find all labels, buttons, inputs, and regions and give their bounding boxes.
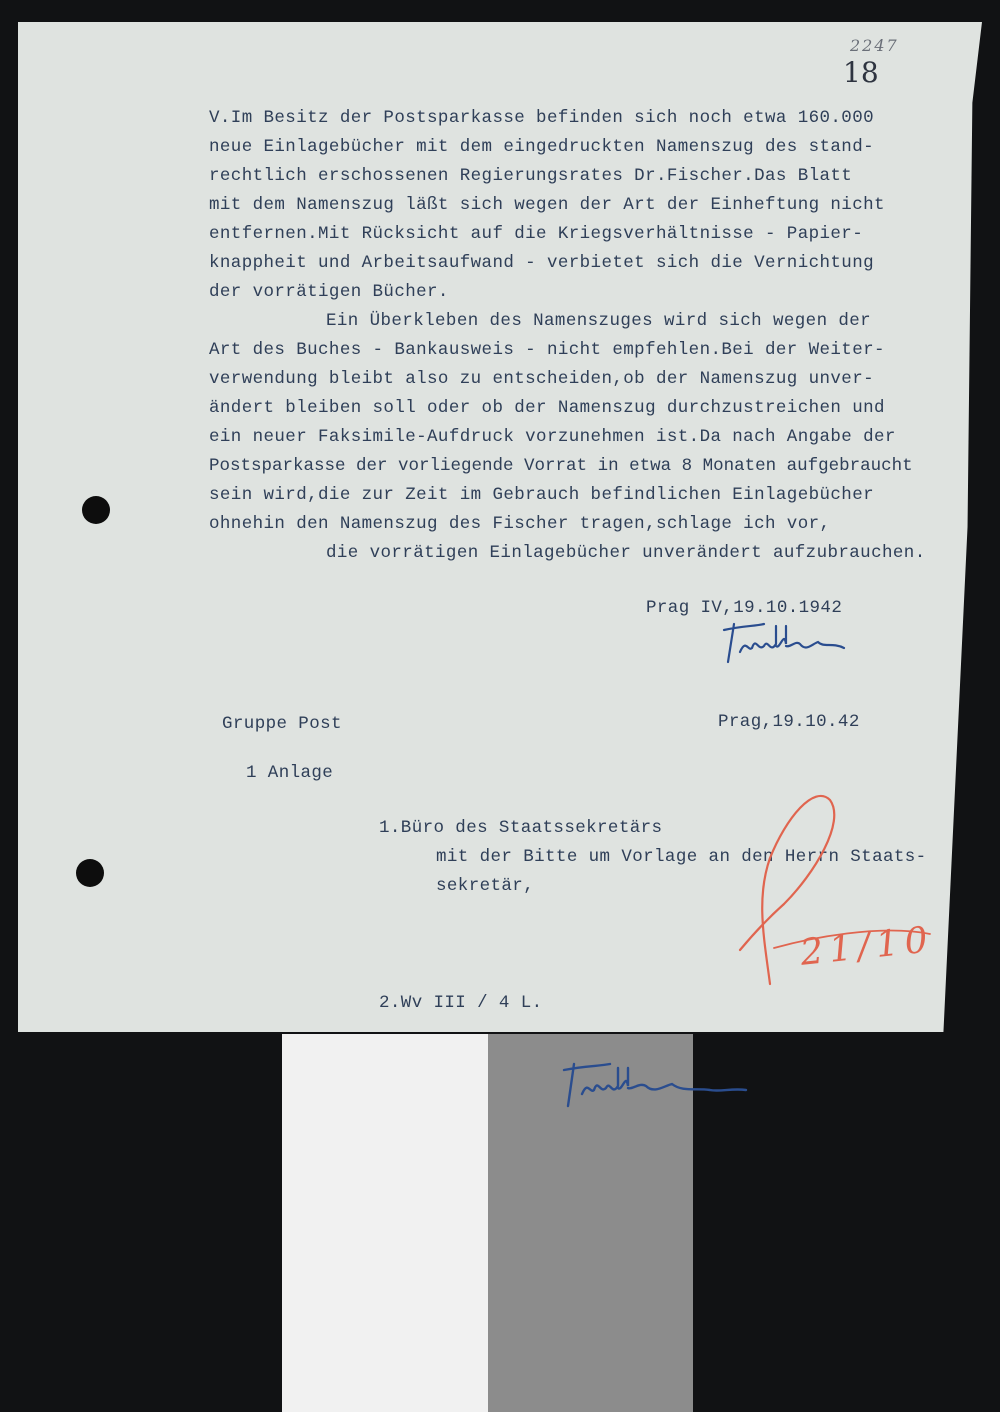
body-line: Ein Überkleben des Namenszuges wird sich wegen der — [326, 311, 872, 331]
red-annotation: 21/10 — [798, 919, 936, 974]
body-line: ohnehin den Namenszug des Fischer tragen,schlage ich vor, — [209, 514, 831, 534]
body-line: ändert bleiben soll oder ob der Namenszug durchzustreichen und — [209, 398, 885, 418]
body-line: neue Einlagebücher mit dem eingedruckten Namenszug des stand- — [209, 137, 875, 157]
body-line: ein neuer Faksimile-Aufdruck vorzunehmen ist.Da nach Angabe der — [209, 427, 896, 447]
body-line: V.Im Besitz der Postsparkasse befinden sich noch etwa 160.000 — [209, 108, 875, 128]
handwritten-signature — [560, 1058, 750, 1114]
page-number: 18 — [843, 56, 879, 89]
body-line: der vorrätigen Bücher. — [209, 282, 449, 302]
scan-margin-white — [282, 1034, 488, 1412]
routing-line: 2.Wv III / 4 L. — [379, 993, 543, 1013]
body-line: Postsparkasse der vorliegende Vorrat in etwa 8 Monaten aufgebraucht — [209, 456, 913, 476]
archive-number: 2247 — [850, 36, 899, 55]
body-line: entfernen.Mit Rücksicht auf die Kriegsverhältnisse - Papier- — [209, 224, 864, 244]
routing-line: sekretär, — [436, 876, 535, 896]
body-line: knappheit und Arbeitsaufwand - verbietet sich die Vernichtung — [209, 253, 875, 273]
body-line: verwendung bleibt also zu entscheiden,ob der Namenszug unver- — [209, 369, 875, 389]
body-line: mit dem Namenszug läßt sich wegen der Art der Einheftung nicht — [209, 195, 885, 215]
group-label: Gruppe Post — [222, 714, 342, 734]
routing-line: 1.Büro des Staatssekretärs — [379, 818, 663, 838]
body-line: die vorrätigen Einlagebücher unverändert aufzubrauchen. — [326, 543, 926, 563]
place-date: Prag IV,19.10.1942 — [646, 598, 843, 618]
body-line: sein wird,die zur Zeit im Gebrauch befindlichen Einlagebücher — [209, 485, 875, 505]
body-line: rechtlich erschossenen Regierungsrates Dr.Fischer.Das Blatt — [209, 166, 853, 186]
punch-hole — [82, 496, 110, 524]
handwritten-signature — [720, 618, 850, 668]
punch-hole — [76, 859, 104, 887]
body-line: Art des Buches - Bankausweis - nicht empfehlen.Bei der Weiter- — [209, 340, 885, 360]
routing-line: mit der Bitte um Vorlage an den Herrn Staats- — [436, 847, 927, 867]
place-date: Prag,19.10.42 — [718, 712, 860, 732]
attachment-note: 1 Anlage — [246, 763, 334, 783]
